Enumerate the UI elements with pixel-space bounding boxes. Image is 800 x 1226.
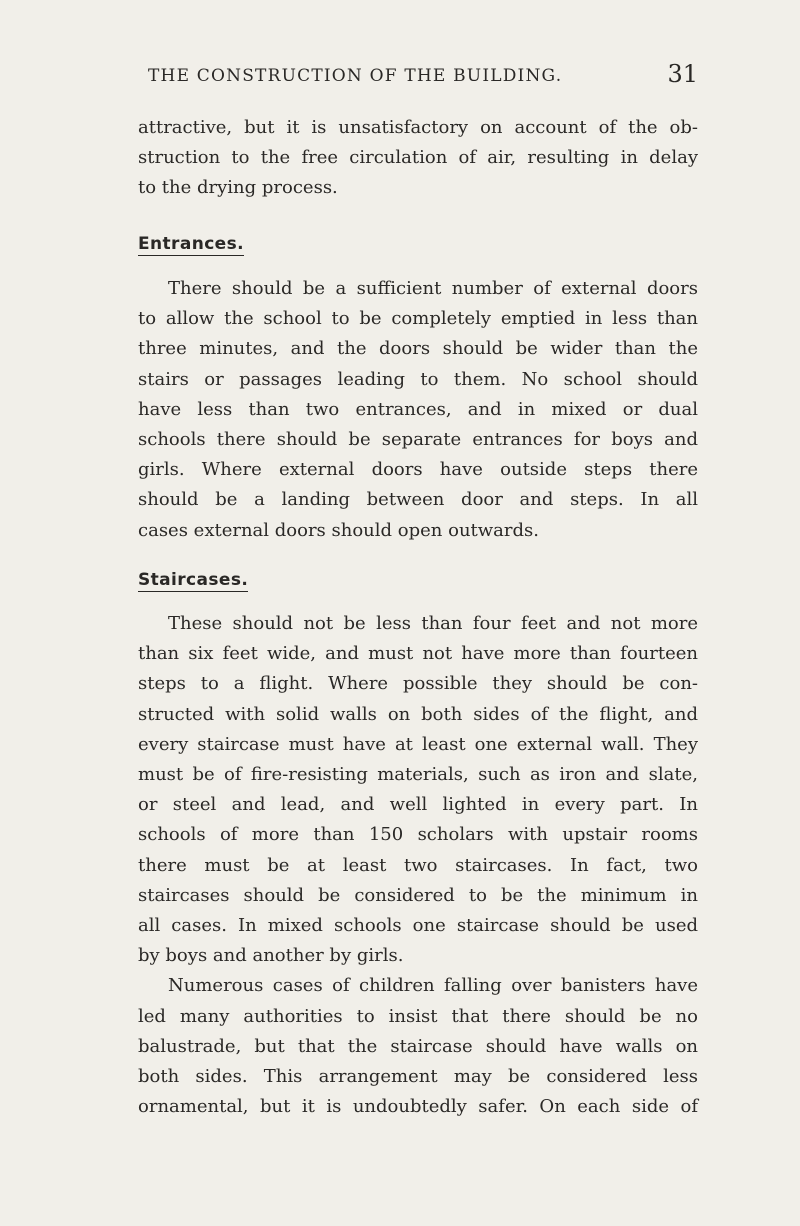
text-line: Numerous cases of children falling over banisters have	[168, 975, 698, 997]
intro-paragraph	[138, 113, 698, 204]
text-line: should be a landing between door and steps. In all	[138, 489, 698, 511]
text-line: to allow the school to be completely emptied in less than	[138, 308, 698, 330]
text-line: than six feet wide, and must not have more than fourteen	[138, 643, 698, 665]
text-line: structed with solid walls on both sides of the flight, and	[138, 703, 698, 725]
text-line: staircases should be considered to be the minimum in	[138, 884, 698, 906]
text-line: every staircase must have at least one external wall. They	[138, 733, 698, 755]
text-line: cases external doors should open outwards.	[138, 519, 539, 541]
text-line: must be of fire-resisting materials, such as iron and slate,	[138, 764, 698, 786]
text-line: to the drying process.	[138, 177, 338, 199]
text-line: attractive, but it is unsatisfactory on account of the ob-	[138, 117, 698, 138]
text-line: ornamental, but it is undoubtedly safer. On each side of	[138, 1096, 698, 1118]
text-line: three minutes, and the doors should be wider than the	[138, 338, 698, 360]
text-line: or steel and lead, and well lighted in every part. In	[138, 794, 698, 816]
text-line: schools of more than 150 scholars with upstair rooms	[138, 824, 698, 846]
section-heading-staircases: Staircases.	[138, 570, 249, 590]
text-line: schools there should be separate entrances for boys and	[138, 429, 698, 451]
running-head	[138, 60, 698, 96]
text-line: there must be at least two staircases. In fact, two	[138, 854, 698, 876]
text-line: steps to a flight. Where possible they should be con-	[138, 673, 698, 695]
text-line: by boys and another by girls.	[138, 945, 404, 967]
text-line: led many authorities to insist that there should be no	[138, 1005, 698, 1027]
text-line: struction to the free circulation of air, resulting in delay	[138, 147, 698, 169]
text-line: There should be a sufficient number of external doors	[168, 278, 698, 299]
running-title: THE CONSTRUCTION OF THE BUILDING.	[148, 66, 563, 86]
text-line: girls. Where external doors have outside steps there	[138, 459, 698, 481]
text-line: stairs or passages leading to them. No school should	[138, 368, 698, 390]
text-line: balustrade, but that the staircase should have walls on	[138, 1035, 698, 1057]
staircases-paragraph	[138, 609, 698, 1122]
entrances-paragraph	[138, 274, 698, 546]
text-line: have less than two entrances, and in mixed or dual	[138, 398, 698, 420]
text-line: all cases. In mixed schools one staircase should be used	[138, 915, 698, 937]
page-number: 31	[667, 60, 698, 88]
text-line: These should not be less than four feet and not more	[168, 613, 698, 634]
text-line: both sides. This arrangement may be considered less	[138, 1066, 698, 1088]
section-heading-entrances: Entrances.	[138, 234, 244, 254]
